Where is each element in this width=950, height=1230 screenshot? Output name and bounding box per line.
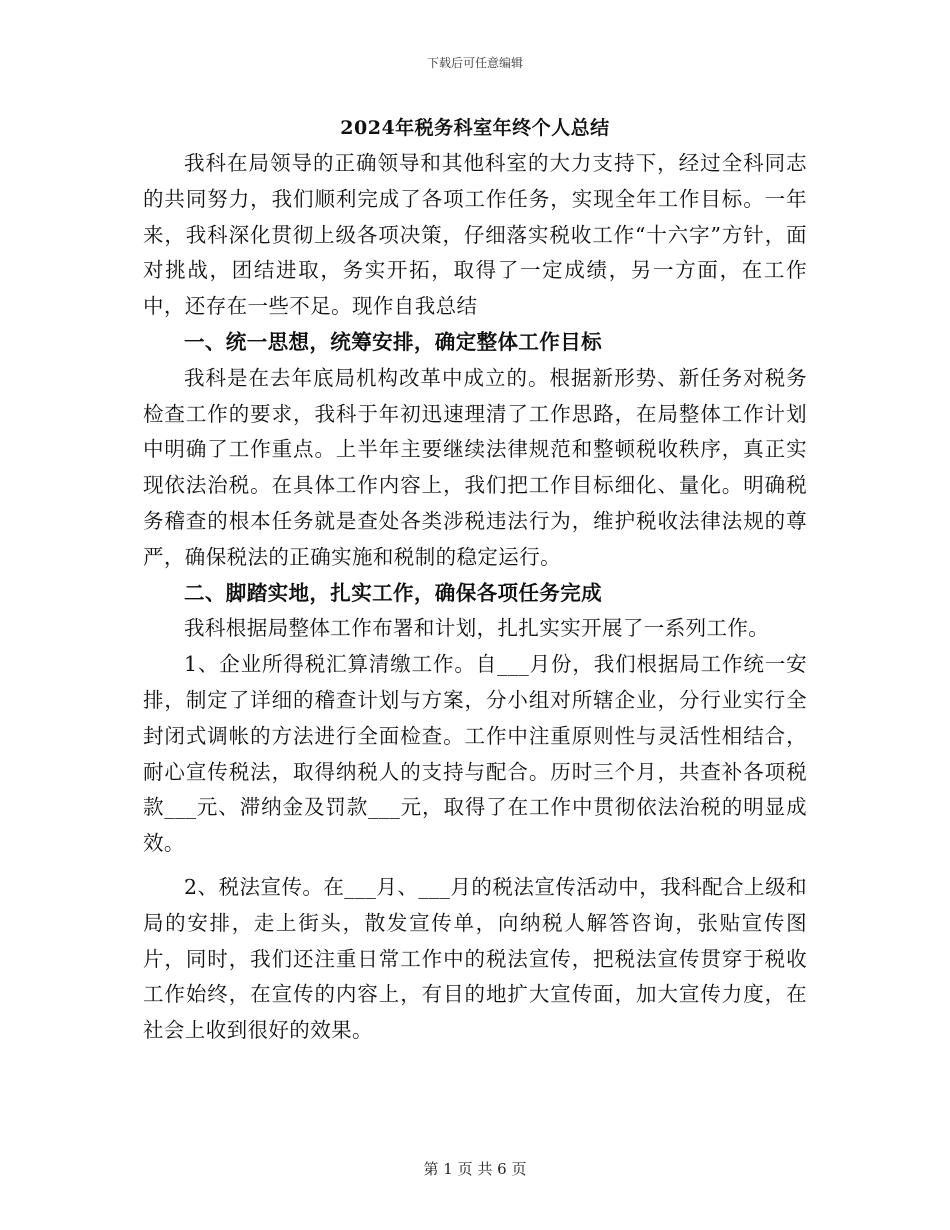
section2-heading: 二、脚踏实地，扎实工作，确保各项任务完成	[184, 580, 602, 605]
document-body	[143, 110, 807, 1049]
section1-paragraph: 我科是在去年底局机构改革中成立的。根据新形势、新任务对税务检查工作的要求，我科于年初迅速理清了工作思路，在局整体工作计划中明确了工作重点。上半年主要继续法律规范和整顿税收秩序，真正实现依法治税。在具体工作内容上，我们把工作目标细化、量化。明确税务稽查的根本任务就是查处各类涉税违法行为，维护税收法律法规的尊严，确保税法的正确实施和税制的稳定运行。	[143, 365, 807, 569]
item2-paragraph: 2、税法宣传。在___月、___月的税法宣传活动中，我科配合上级和局的安排，走上街头，散发宣传单，向纳税人解答咨询，张贴宣传图片，同时，我们还注重日常工作中的税法宣传，把税法宣传贯穿于税收工作始终，在宣传的内容上，有目的地扩大宣传面，加大宣传力度，在社会上收到很好的效果。	[143, 874, 807, 1043]
intro-paragraph: 我科在局领导的正确领导和其他科室的大力支持下，经过全科同志的共同努力，我们顺利完成了各项工作任务，实现全年工作目标。一年来，我科深化贯彻上级各项决策，仔细落实税收工作“十六字”方针，面对挑战，团结进取，务实开拓，取得了一定成绩，另一方面，在工作中，还存在一些不足。现作自我总结	[143, 151, 807, 319]
item1-paragraph: 1、企业所得税汇算清缴工作。自___月份，我们根据局工作统一安排，制定了详细的稽查计划与方案，分小组对所辖企业，分行业实行全封闭式调帐的方法进行全面检查。工作中注重原则性与灵活性相结合，耐心宣传税法，取得纳税人的支持与配合。历时三个月，共查补各项税款___元、滞纳金及罚款___元，取得了在工作中贯彻依法治税的明显成效。	[143, 652, 807, 856]
header-note: 下载后可任意编辑	[426, 56, 523, 70]
page-footer: 第 1 页 共 6 页	[423, 1160, 527, 1178]
section2-intro-paragraph: 我科根据局整体工作布署和计划，扎扎实实开展了一系列工作。	[184, 616, 770, 641]
paragraph-gap	[143, 862, 807, 870]
document-title: 2024年税务科室年终个人总结	[340, 117, 610, 139]
section1-heading: 一、统一思想，统筹安排，确定整体工作目标	[184, 329, 602, 354]
